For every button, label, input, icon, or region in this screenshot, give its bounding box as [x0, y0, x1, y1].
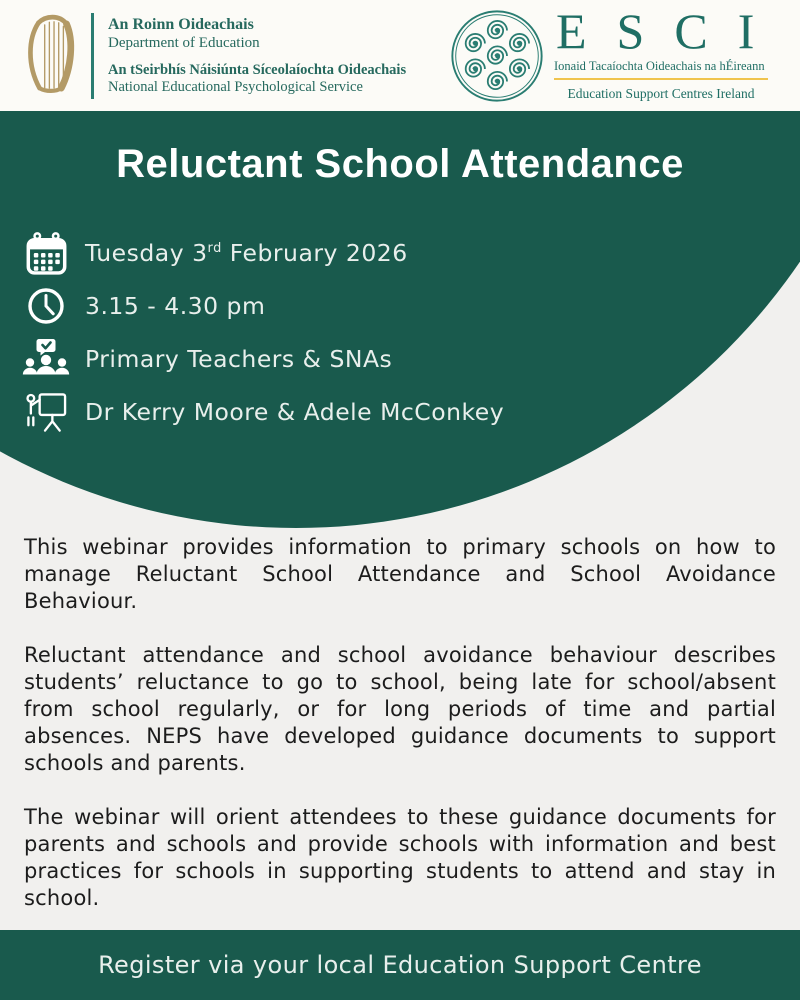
- department-text: [108, 15, 406, 96]
- header: [0, 0, 800, 111]
- calendar-icon: [22, 231, 70, 275]
- event-date-day: Tuesday 3: [85, 239, 208, 267]
- event-date-ordinal: rd: [207, 241, 222, 257]
- esci-block: [449, 3, 785, 104]
- event-date: [85, 239, 408, 267]
- esci-text-block: [554, 3, 785, 102]
- footer-bar: [0, 930, 800, 1000]
- event-audience: Primary Teachers & SNAs: [85, 345, 393, 373]
- detail-row-time: [22, 284, 800, 328]
- clock-icon: [22, 284, 70, 328]
- description-paragraph-1: This webinar provides information to primary schools on how to manage Reluctant School Attendance and School Avoidance Behaviour.: [24, 535, 776, 614]
- header-divider: [91, 13, 94, 99]
- detail-row-audience: [22, 337, 800, 381]
- presenter-icon: [22, 390, 70, 434]
- hero-section: [0, 111, 800, 530]
- neps-irish-name: An tSeirbhís Náisiúnta Síceolaíochta Oideachais: [108, 62, 407, 78]
- description-paragraph-3: The webinar will orient attendees to these guidance documents for parents and schools and provide schools with information and best practices for schools in supporting students to attend and stay in school.: [24, 804, 776, 911]
- dept-english-title: Department of Education: [108, 35, 260, 51]
- audience-icon: [22, 337, 70, 381]
- detail-row-presenters: [22, 390, 800, 434]
- esci-acronym: ESCI: [556, 3, 785, 59]
- dept-irish-title: An Roinn Oideachais: [108, 16, 254, 33]
- event-time: 3.15 - 4.30 pm: [85, 292, 266, 320]
- description-paragraph-2: Reluctant attendance and school avoidance behaviour describes students’ reluctance to go to school, being late for school/absent from school regularly, or for long periods of time and partial absences. NEPS have developed guidance documents to support schools and parents.: [24, 642, 776, 776]
- page-title: Reluctant School Attendance: [116, 142, 684, 186]
- esci-irish-name: Ionaid Tacaíochta Oideachais na hÉireann: [554, 59, 765, 73]
- event-presenters: Dr Kerry Moore & Adele McConkey: [85, 398, 505, 426]
- event-details: [0, 231, 800, 434]
- esci-english-name: Education Support Centres Ireland: [567, 86, 755, 101]
- detail-row-date: [22, 231, 800, 275]
- department-of-education-block: [25, 13, 406, 99]
- esci-gold-rule: [554, 78, 768, 80]
- description: [0, 530, 800, 930]
- register-instruction: Register via your local Education Support Centre: [98, 951, 702, 979]
- neps-english-name: National Educational Psychological Service: [108, 79, 363, 95]
- irish-harp-icon: [25, 14, 81, 98]
- esci-spiral-logo-icon: [449, 8, 545, 104]
- event-date-month-year: February 2026: [221, 239, 408, 267]
